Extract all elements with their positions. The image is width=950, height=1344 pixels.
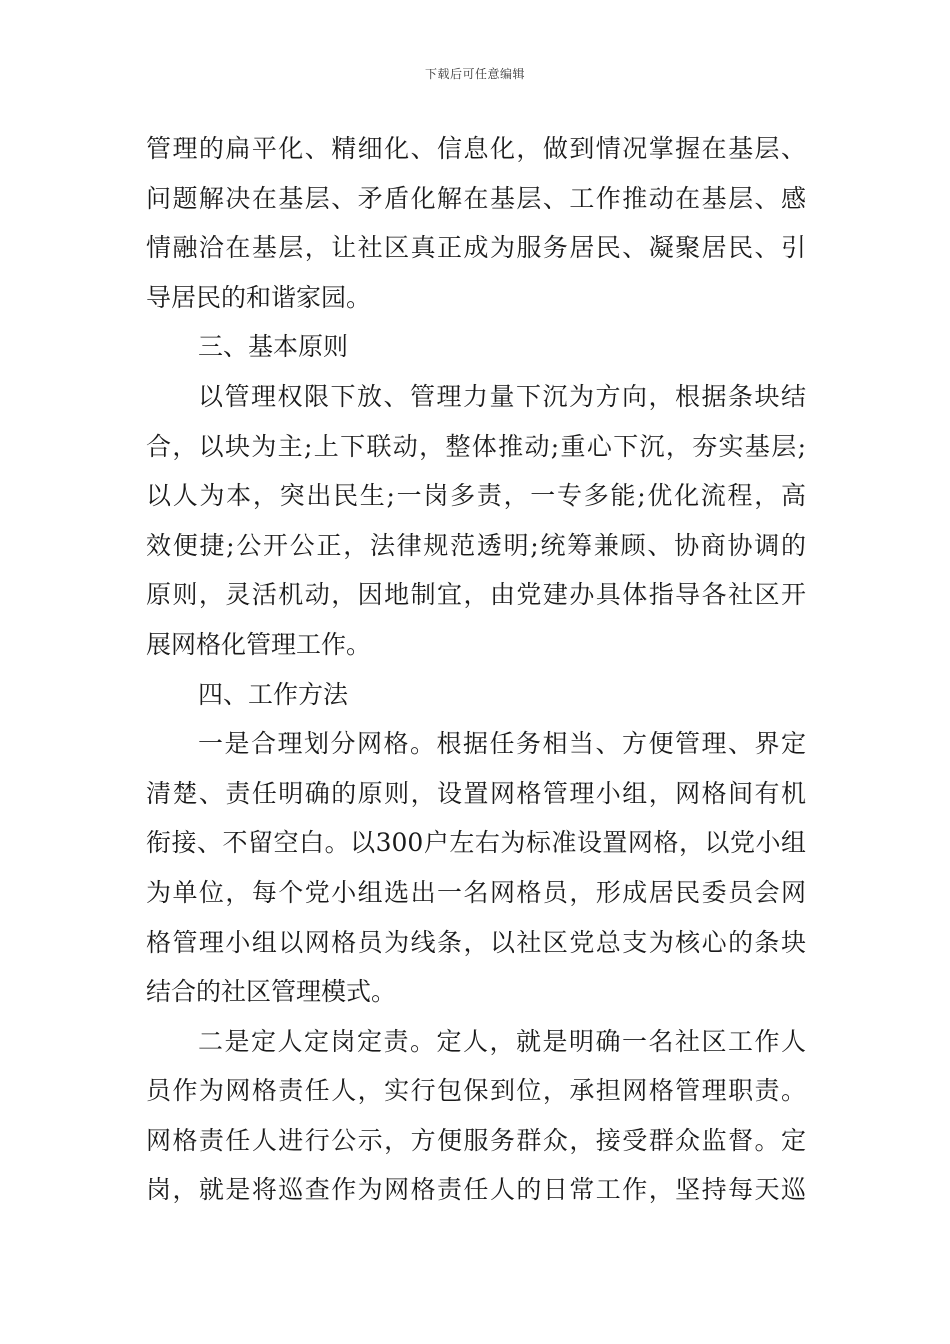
text-line: 情融洽在基层，让社区真正成为服务居民、凝聚居民、引 <box>146 233 806 263</box>
text-line: 效便捷;公开公正，法律规范透明;统筹兼顾、协商协调的 <box>146 530 806 560</box>
text-line: 以人为本，突出民生;一岗多责，一专多能;优化流程，高 <box>146 481 806 511</box>
section-heading: 四、工作方法 <box>198 679 349 709</box>
text-line: 合，以块为主;上下联动，整体推动;重心下沉，夯实基层; <box>146 431 806 461</box>
section-heading: 三、基本原则 <box>198 332 349 362</box>
text-line: 为单位，每个党小组选出一名网格员，形成居民委员会网 <box>146 877 806 907</box>
document-body <box>146 124 806 1215</box>
text-line: 清楚、责任明确的原则，设置网格管理小组，网格间有机 <box>146 778 806 808</box>
text-line: 导居民的和谐家园。 <box>146 282 372 312</box>
text-line: 以管理权限下放、管理力量下沉为方向，根据条块结 <box>198 381 806 411</box>
text-line: 管理的扁平化、精细化、信息化，做到情况掌握在基层、 <box>146 134 806 163</box>
text-line: 岗，就是将巡查作为网格责任人的日常工作，坚持每天巡 <box>146 1175 806 1205</box>
text-line: 问题解决在基层、矛盾化解在基层、工作推动在基层、感 <box>146 183 806 213</box>
text-line: 二是定人定岗定责。定人，就是明确一名社区工作人 <box>198 1026 806 1056</box>
text-line: 结合的社区管理模式。 <box>146 977 397 1007</box>
text-line: 员作为网格责任人，实行包保到位，承担网格管理职责。 <box>146 1076 806 1106</box>
text-line: 网格责任人进行公示，方便服务群众，接受群众监督。定 <box>146 1125 806 1155</box>
text-line: 展网格化管理工作。 <box>146 629 372 659</box>
text-line: 一是合理划分网格。根据任务相当、方便管理、界定 <box>198 729 806 759</box>
page-header: 下载后可任意编辑 <box>424 67 525 81</box>
text-line: 格管理小组以网格员为线条，以社区党总支为核心的条块 <box>146 927 806 957</box>
text-line: 原则，灵活机动，因地制宜，由党建办具体指导各社区开 <box>146 580 806 610</box>
text-line: 衔接、不留空白。以300户左右为标准设置网格，以党小组 <box>146 828 806 858</box>
